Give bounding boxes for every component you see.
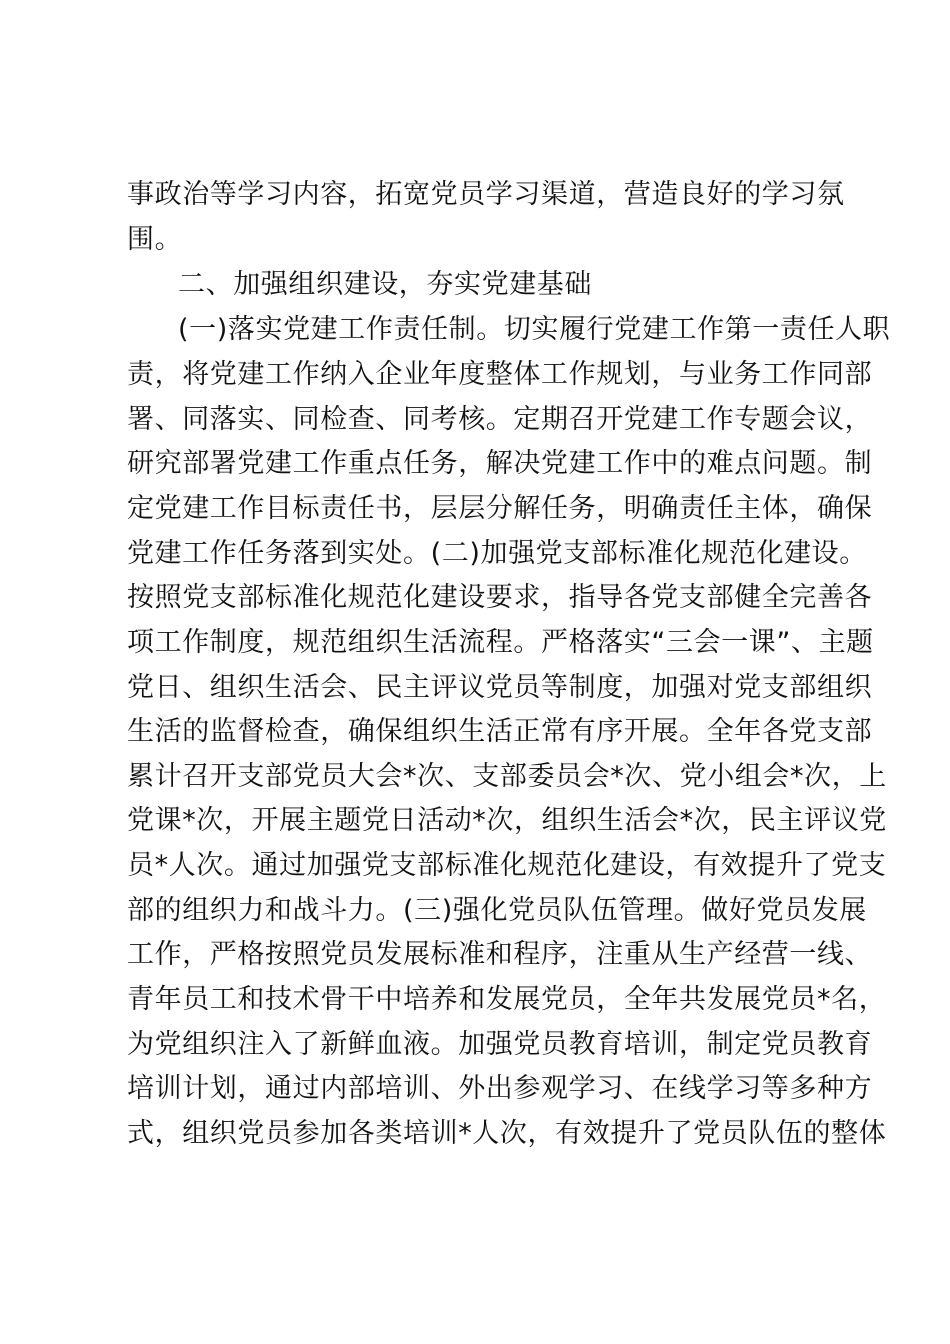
paragraph-line: 生活的监督检查，确保组织生活正常有序开展。全年各党支部 <box>127 716 873 747</box>
paragraph-line: 累计召开支部党员大会*次、支部委员会*次、党小组会*次，上 <box>127 761 887 792</box>
paragraph-line: 署、同落实、同检查、同考核。定期召开党建工作专题会议， <box>127 404 873 435</box>
section-heading: 二、加强组织建设，夯实党建基础 <box>178 269 592 300</box>
paragraph-line: 部的组织力和战斗力。(三)强化党员队伍管理。做好党员发展 <box>127 895 867 926</box>
paragraph-line: 围。 <box>127 224 183 255</box>
paragraph-line: 青年员工和技术骨干中培养和发展党员，全年共发展党员*名， <box>127 984 887 1015</box>
paragraph-line: 党日、组织生活会、民主评议党员等制度，加强对党支部组织 <box>127 672 873 703</box>
paragraph-line: 责，将党建工作纳入企业年度整体工作规划，与业务工作同部 <box>127 359 873 390</box>
paragraph-line: 为党组织注入了新鲜血液。加强党员教育培训，制定党员教育 <box>127 1029 873 1060</box>
paragraph-line: 员*人次。通过加强党支部标准化规范化建设，有效提升了党支 <box>127 850 887 881</box>
paragraph-line: 工作，严格按照党员发展标准和程序，注重从生产经营一线、 <box>127 939 873 970</box>
paragraph-line: 事政治等学习内容，拓宽党员学习渠道，营造良好的学习氛 <box>127 179 845 210</box>
paragraph-line: 项工作制度，规范组织生活流程。严格落实“三会一课”、主题 <box>127 627 874 658</box>
paragraph-line: 式，组织党员参加各类培训*人次，有效提升了党员队伍的整体 <box>127 1118 887 1149</box>
paragraph-line: 党课*次，开展主题党日活动*次，组织生活会*次，民主评议党 <box>127 805 887 836</box>
paragraph-line: 研究部署党建工作重点任务，解决党建工作中的难点问题。制 <box>127 448 873 479</box>
paragraph-line: 培训计划，通过内部培训、外出参观学习、在线学习等多种方 <box>127 1073 873 1104</box>
paragraph-line: (一)落实党建工作责任制。切实履行党建工作第一责任人职 <box>178 314 891 345</box>
paragraph-line: 按照党支部标准化规范化建设要求，指导各党支部健全完善各 <box>127 582 873 613</box>
paragraph-line: 党建工作任务落到实处。(二)加强党支部标准化规范化建设。 <box>127 538 867 569</box>
paragraph-line: 定党建工作目标责任书，层层分解任务，明确责任主体，确保 <box>127 493 873 524</box>
